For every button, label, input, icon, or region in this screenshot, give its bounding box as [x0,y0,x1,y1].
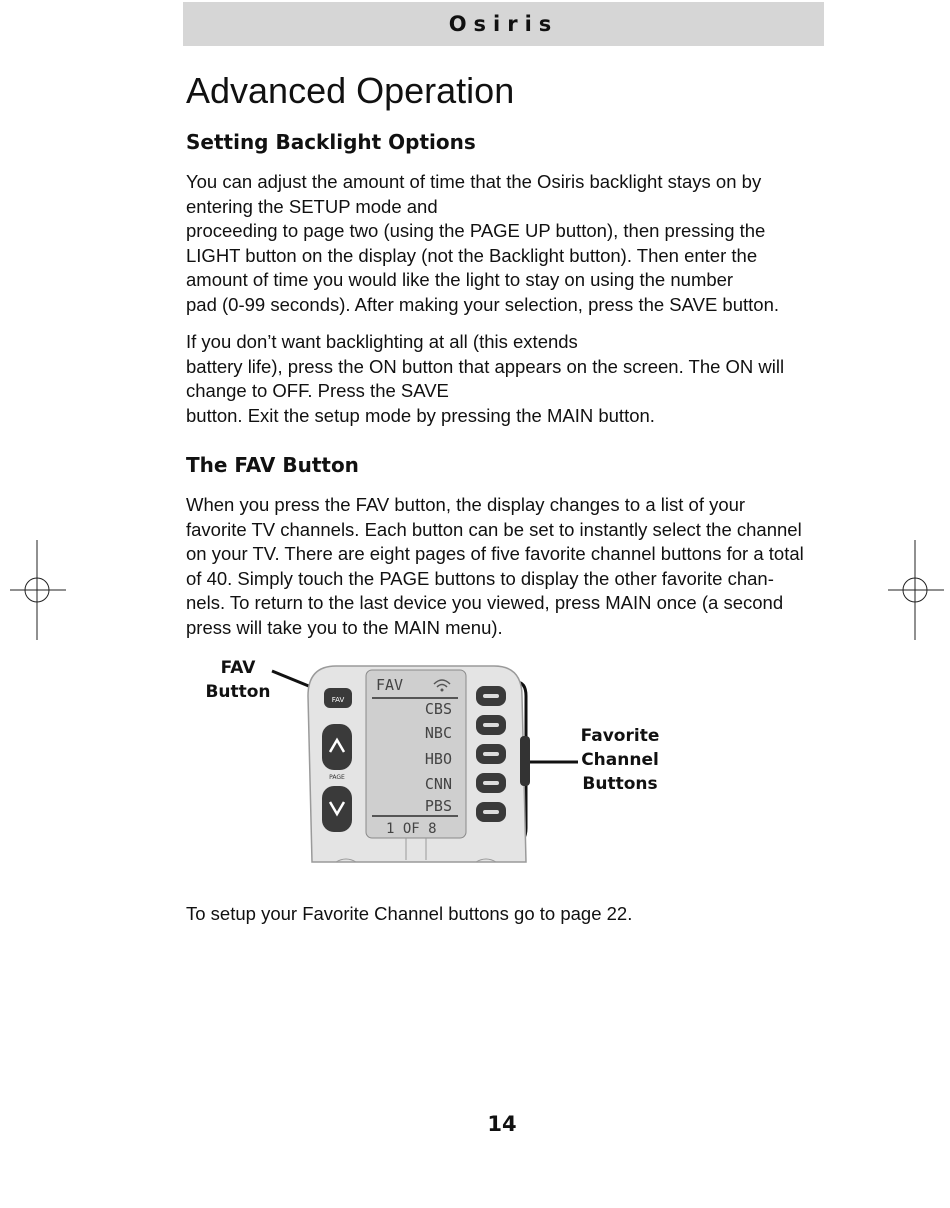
channel-label-cnn: CNN [424,775,452,793]
closing-paragraph: To setup your Favorite Channel buttons go to page 22. [186,903,633,924]
page-number: 14 [487,1112,517,1136]
fav-button-callout: FAV Button [205,658,271,702]
crop-mark-left [10,540,66,640]
page-down-key [322,786,352,832]
channel-label-hbo: HBO [424,750,452,768]
channel-label-pbs: PBS [424,797,452,815]
screen-title: FAV [376,676,404,694]
channel-label-nbc: NBC [424,724,452,742]
running-header [183,2,824,46]
header-title: Osiris [448,12,559,36]
channel-label-cbs: CBS [424,700,452,718]
paragraph-backlight-1: You can adjust the amount of time that the Osiris backlight stays on by entering the SETUP mode and proceeding to page two (using the PAGE UP button), then pressing the LIGHT button on the display (not the Backlight button). Then enter the amount of time you would like the light to stay on using the number pad (0-99 seconds). After making your selection, press the SAVE button. [186,171,780,315]
fav-key-label: FAV [331,696,345,704]
page-indicator: 1 OF 8 [386,821,437,837]
crop-mark-right [888,540,944,640]
page-content [186,70,826,945]
page-heading: Advanced Operation [186,70,515,111]
remote-illustration [186,656,826,886]
section-title-fav: The FAV Button [186,453,359,477]
remote-figure [186,656,826,886]
paragraph-fav: When you press the FAV button, the display changes to a list of your favorite TV channels. Each button can be set to instantly select the channel on your TV. There are eight pages of five favorite channel buttons for a total of 40. Simply touch the PAGE buttons to display the other favorite chan- nels. To return to the last device you viewed, press MAIN once (a second press will take you to the MAIN menu). [186,494,804,638]
page-key-label: PAGE [329,774,345,781]
section-title-backlight: Setting Backlight Options [186,130,476,154]
remote-side-knob [520,736,530,786]
page-up-key [322,724,352,770]
paragraph-backlight-2: If you don’t want backlighting at all (this extends battery life), press the ON button that appears on the screen. The ON will change to OFF. Press the SAVE button. Exit the setup mode by pressing the MAIN button. [186,331,785,426]
favorite-channel-callout: Favorite Channel Buttons [580,726,660,794]
